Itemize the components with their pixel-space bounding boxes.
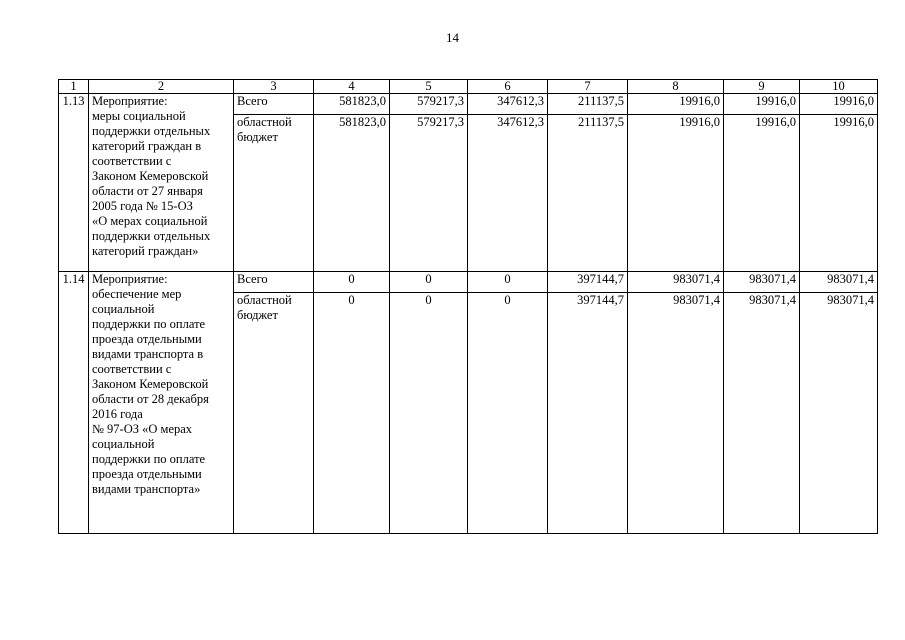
value-cell: 579217,3 (390, 94, 468, 115)
value-cell: 0 (390, 293, 468, 534)
row-number: 1.14 (59, 272, 89, 534)
header-cell: 3 (234, 80, 314, 94)
row-number: 1.13 (59, 94, 89, 272)
value-cell: 19916,0 (628, 94, 724, 115)
funding-source: Всего (234, 272, 314, 293)
header-cell: 10 (800, 80, 878, 94)
value-cell: 983071,4 (724, 293, 800, 534)
table-row (59, 94, 878, 115)
value-cell: 19916,0 (724, 115, 800, 272)
funding-source: областной бюджет (234, 115, 314, 272)
budget-table (58, 79, 878, 534)
header-cell: 5 (390, 80, 468, 94)
value-cell: 983071,4 (800, 293, 878, 534)
page-number: 14 (446, 30, 459, 45)
value-cell: 983071,4 (724, 272, 800, 293)
header-cell: 6 (468, 80, 548, 94)
value-cell: 19916,0 (800, 94, 878, 115)
value-cell: 581823,0 (314, 94, 390, 115)
header-cell: 9 (724, 80, 800, 94)
value-cell: 0 (468, 272, 548, 293)
table-row (59, 272, 878, 293)
value-cell: 983071,4 (628, 293, 724, 534)
value-cell: 19916,0 (800, 115, 878, 272)
value-cell: 347612,3 (468, 115, 548, 272)
value-cell: 581823,0 (314, 115, 390, 272)
value-cell: 347612,3 (468, 94, 548, 115)
header-cell: 4 (314, 80, 390, 94)
value-cell: 397144,7 (548, 272, 628, 293)
value-cell: 211137,5 (548, 94, 628, 115)
value-cell: 397144,7 (548, 293, 628, 534)
value-cell: 19916,0 (724, 94, 800, 115)
value-cell: 579217,3 (390, 115, 468, 272)
value-cell: 0 (314, 293, 390, 534)
header-cell: 2 (89, 80, 234, 94)
measure-description: Мероприятие: меры социальной поддержки отдельных категорий граждан в соответствии с Законом Кемеровской области от 27 января 2005 года № 15-ОЗ «О мерах социальной поддержки отдельных категорий граждан» (89, 94, 234, 272)
funding-source: областной бюджет (234, 293, 314, 534)
value-cell: 211137,5 (548, 115, 628, 272)
funding-source: Всего (234, 94, 314, 115)
value-cell: 19916,0 (628, 115, 724, 272)
header-cell: 1 (59, 80, 89, 94)
value-cell: 983071,4 (800, 272, 878, 293)
header-cell: 7 (548, 80, 628, 94)
value-cell: 0 (390, 272, 468, 293)
value-cell: 983071,4 (628, 272, 724, 293)
header-cell: 8 (628, 80, 724, 94)
header-row (59, 80, 878, 94)
value-cell: 0 (314, 272, 390, 293)
value-cell: 0 (468, 293, 548, 534)
measure-description: Мероприятие: обеспечение мер социальной поддержки по оплате проезда отдельными видами транспорта в соответствии с Законом Кемеровской области от 28 декабря 2016 года № 97-ОЗ «О мерах социальной поддержки по оплате проезда отдельными видами транспорта» (89, 272, 234, 534)
